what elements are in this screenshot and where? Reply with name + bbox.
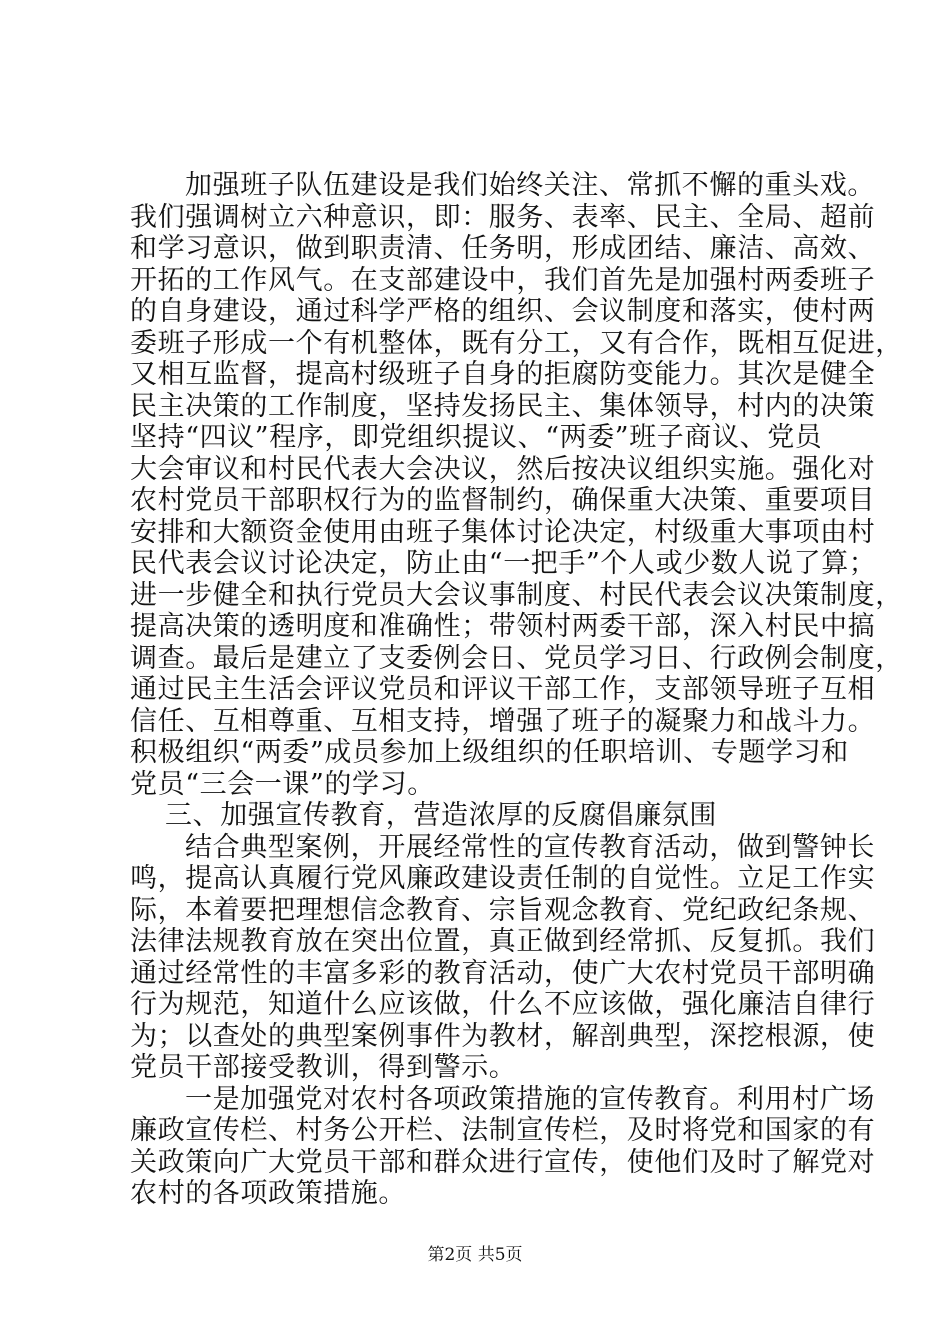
paragraph-line: 的自身建设，通过科学严格的组织、会议制度和落实，使村两	[130, 296, 876, 327]
paragraph-line: 廉政宣传栏、村务公开栏、法制宣传栏，及时将党和国家的有	[130, 1115, 876, 1146]
paragraph-line: 法律法规教育放在突出位置，真正做到经常抓、反复抓。我们	[130, 926, 876, 957]
paragraph-line: 民代表会议讨论决定，防止由“一把手”个人或少数人说了算；	[130, 548, 877, 579]
paragraph-line: 和学习意识，做到职责清、任务明，形成团结、廉洁、高效、	[130, 233, 876, 264]
paragraph-line: 农村党员干部职权行为的监督制约，确保重大决策、重要项目	[130, 485, 876, 516]
paragraph-line: 民主决策的工作制度，坚持发扬民主、集体领导，村内的决策	[130, 390, 876, 422]
paragraph-line: 大会审议和村民代表大会决议，然后按决议组织实施。强化对	[130, 453, 876, 485]
paragraph-line: 鸣，提高认真履行党风廉政建设责任制的自觉性。立足工作实	[130, 863, 876, 894]
paragraph-line: 通过经常性的丰富多彩的教育活动，使广大农村党员干部明确	[130, 957, 876, 989]
paragraph-line: 开拓的工作风气。在支部建设中，我们首先是加强村两委班子	[130, 264, 876, 296]
paragraph-line: 信任、互相尊重、互相支持，增强了班子的凝聚力和战斗力。	[130, 705, 876, 737]
paragraph-line: 通过民主生活会评议党员和评议干部工作，支部领导班子互相	[130, 674, 876, 705]
paragraph-line: 加强班子队伍建设是我们始终关注、常抓不懈的重头戏。	[185, 170, 875, 201]
paragraph-line: 行为规范，知道什么应该做，什么不应该做，强化廉洁自律行	[130, 989, 876, 1020]
paragraph-line: 为；以查处的典型案例事件为教材，解剖典型，深挖根源，使	[130, 1020, 876, 1052]
paragraph-line: 一是加强党对农村各项政策措施的宣传教育。利用村广场	[185, 1083, 875, 1115]
page-number-footer: 第2页 共5页	[427, 1245, 523, 1265]
paragraph-line: 我们强调树立六种意识，即：服务、表率、民主、全局、超前	[130, 201, 876, 233]
paragraph-line: 党员干部接受教训，得到警示。	[130, 1052, 517, 1083]
paragraph-line: 调查。最后是建立了支委例会日、党员学习日、行政例会制度，	[130, 642, 903, 674]
paragraph-line: 结合典型案例，开展经常性的宣传教育活动，做到警钟长	[185, 831, 875, 863]
paragraph-line: 安排和大额资金使用由班子集体讨论决定，村级重大事项由村	[130, 516, 876, 548]
paragraph-line: 关政策向广大党员干部和群众进行宣传，使他们及时了解党对	[130, 1146, 876, 1178]
paragraph-line: 又相互监督，提高村级班子自身的拒腐防变能力。其次是健全	[130, 359, 876, 390]
paragraph-line: 提高决策的透明度和准确性；带领村两委干部，深入村民中搞	[130, 611, 876, 642]
paragraph-line: 委班子形成一个有机整体，既有分工，又有合作，既相互促进，	[130, 327, 903, 359]
paragraph-line: 积极组织“两委”成员参加上级组织的任职培训、专题学习和	[130, 737, 849, 768]
paragraph-line: 际，本着要把理想信念教育、宗旨观念教育、党纪政纪条规、	[130, 894, 876, 926]
paragraph-line: 农村的各项政策措施。	[130, 1178, 406, 1209]
document-body	[130, 170, 903, 1210]
paragraph-line: 进一步健全和执行党员大会议事制度、村民代表会议决策制度，	[130, 579, 903, 611]
paragraph-line: 坚持“四议”程序，即党组织提议、“两委”班子商议、党员	[130, 422, 823, 453]
paragraph-line: 党员“三会一课”的学习。	[130, 768, 435, 800]
section-heading: 三、加强宣传教育，营造浓厚的反腐倡廉氛围	[165, 800, 717, 831]
